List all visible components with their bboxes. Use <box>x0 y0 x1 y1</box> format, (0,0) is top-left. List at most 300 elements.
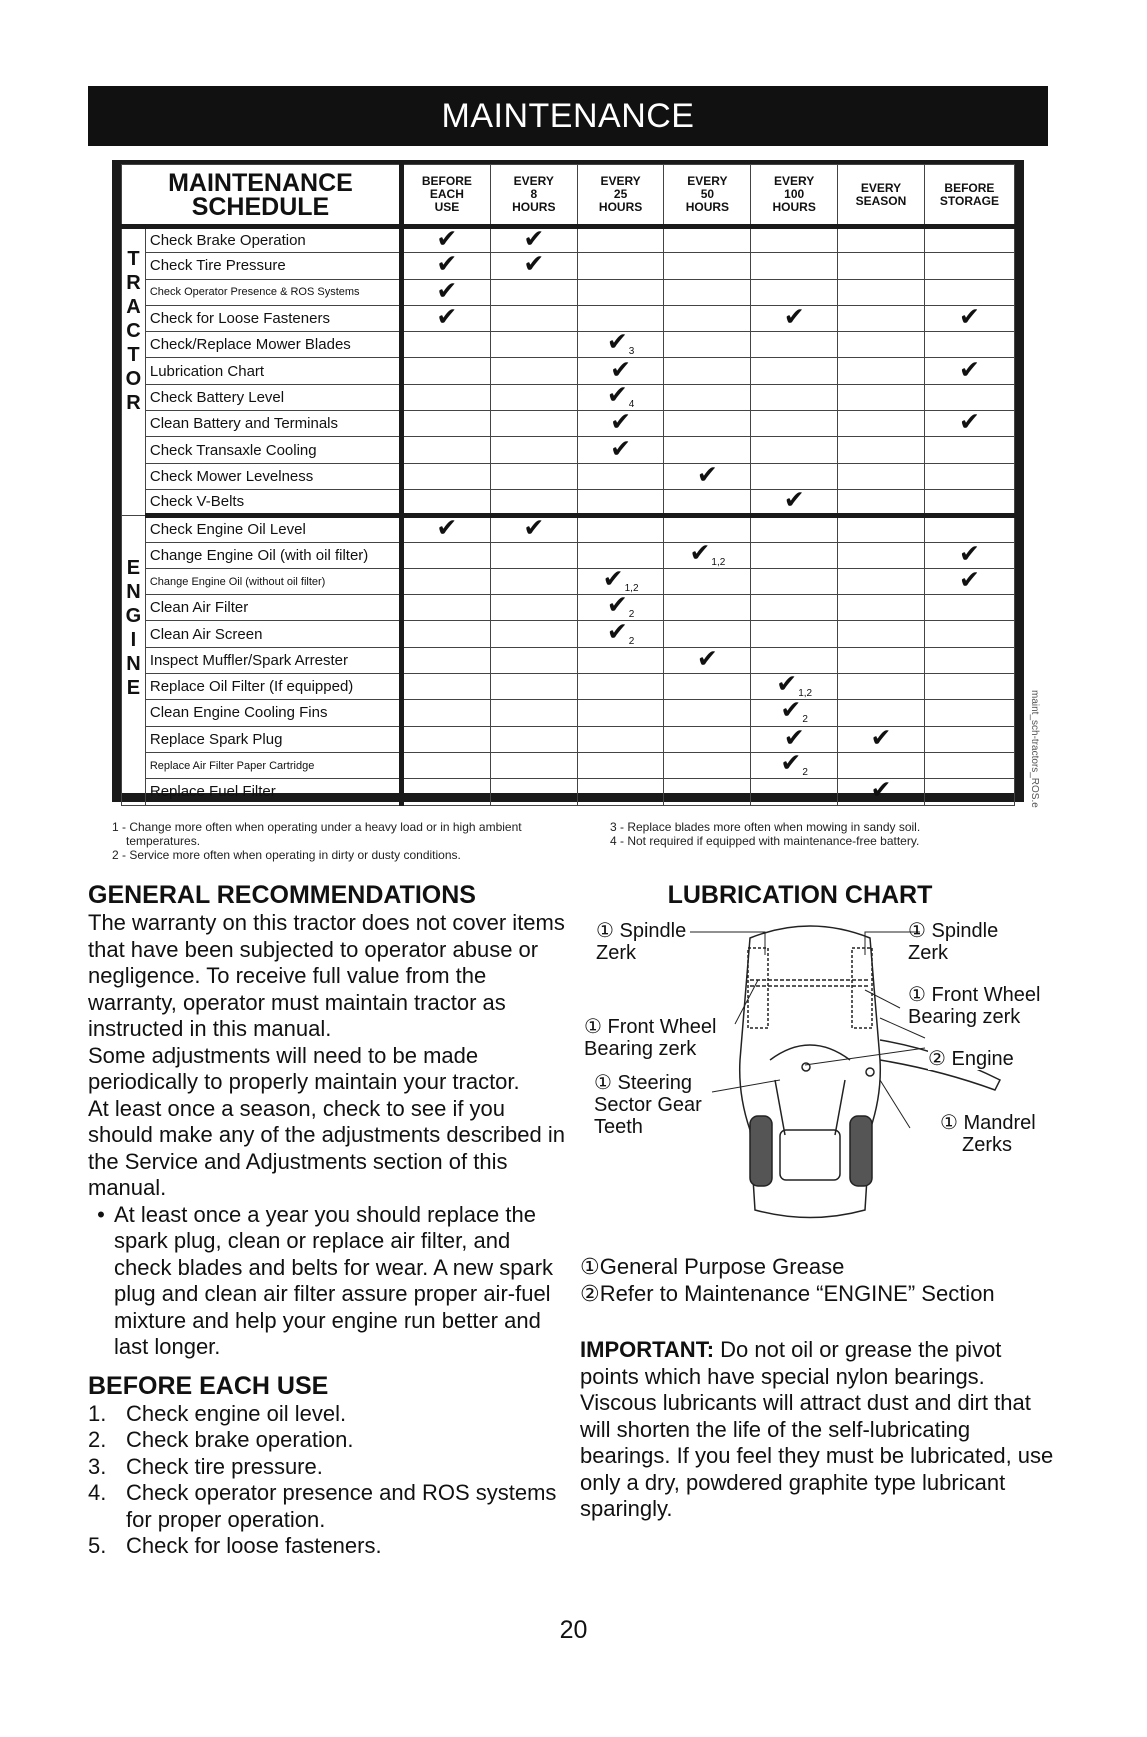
schedule-cell <box>924 302 1014 332</box>
schedule-cell <box>401 302 490 332</box>
page-number: 20 <box>559 1616 588 1644</box>
schedule-row <box>122 489 1015 515</box>
check-mark-icon: ✔ <box>958 302 980 332</box>
schedule-cell <box>664 674 751 700</box>
check-mark-icon: ✔ <box>696 643 718 673</box>
schedule-cell <box>401 674 490 700</box>
schedule-cell <box>401 752 490 778</box>
schedule-cell <box>751 621 838 647</box>
important-text: Do not oil or grease the pivot points which have special nylon bearings. Viscous lubricants will attract dust and dirt that will shorten the life of the self-lubricating bearings. If you feel they must be lubricated, use only a dry, powdered graphite type lubricant sparingly. <box>580 1337 1054 1521</box>
task-name: Replace Spark Plug <box>145 726 401 752</box>
schedule-row <box>122 384 1015 410</box>
check-mark-icon: ✔ <box>610 433 632 463</box>
bullet-dot-icon: • <box>97 1201 105 1227</box>
maintenance-schedule <box>112 160 1024 805</box>
schedule-cell <box>751 516 838 542</box>
schedule-cell <box>751 227 838 253</box>
schedule-cell <box>577 463 664 489</box>
column-header <box>401 165 490 227</box>
task-name: Clean Air Screen <box>145 621 401 647</box>
schedule-cell <box>924 621 1014 647</box>
column-header-line: BEFORE <box>421 174 472 188</box>
schedule-cell <box>577 616 664 647</box>
schedule-cell <box>924 354 1014 384</box>
schedule-cell <box>924 407 1014 437</box>
label-spindle-right <box>908 920 998 964</box>
schedule-cell <box>490 279 577 305</box>
schedule-cell <box>924 726 1014 752</box>
list-item-text: Check engine oil level. <box>126 1400 347 1426</box>
schedule-table <box>121 164 1015 806</box>
column-header-line: 8 <box>530 187 538 201</box>
schedule-cell <box>751 437 838 463</box>
schedule-cell <box>490 384 577 410</box>
section-banner: MAINTENANCE <box>88 86 1048 146</box>
column-header-line: EVERY <box>513 174 554 188</box>
footnotes-left <box>112 820 572 862</box>
check-mark-icon: ✔ <box>780 695 802 725</box>
footnote-ref: 3 <box>628 346 635 358</box>
schedule-title <box>122 165 402 227</box>
schedule-cell <box>751 358 838 384</box>
list-number: 4. <box>88 1480 107 1505</box>
important-note <box>580 1337 1058 1523</box>
check-mark-icon: ✔ <box>783 485 805 515</box>
column-header-line: HOURS <box>512 200 556 214</box>
schedule-cell <box>751 384 838 410</box>
label-front-wheel-left <box>584 1016 716 1060</box>
schedule-cell <box>751 332 838 358</box>
schedule-row <box>122 568 1015 594</box>
check-mark-icon: ✔ <box>870 722 892 752</box>
schedule-row <box>122 227 1015 253</box>
schedule-cell <box>664 305 751 331</box>
task-name: Check Tire Pressure <box>145 253 401 279</box>
before-each-use-heading: BEFORE EACH USE <box>88 1371 329 1400</box>
schedule-cell <box>490 437 577 463</box>
schedule-cell <box>490 621 577 647</box>
check-mark-icon: ✔ <box>870 775 892 805</box>
column-header-line: HOURS <box>598 200 643 214</box>
schedule-cell <box>577 647 664 673</box>
label-spindle-left <box>596 920 686 964</box>
schedule-cell <box>490 674 577 700</box>
task-name: Check Brake Operation <box>145 227 401 253</box>
schedule-cell <box>751 595 838 621</box>
column-header-line: SEASON <box>855 193 907 208</box>
check-mark-icon: ✔ <box>606 379 628 409</box>
list-item-text: Check for loose fasteners. <box>126 1533 382 1558</box>
footnote-ref: 2 <box>628 609 635 621</box>
general-paragraph: Some adjustments will need to be made periodically to properly maintain your tractor. <box>88 1042 520 1094</box>
label-line: ① Front Wheel <box>584 1016 717 1038</box>
label-line: Teeth <box>594 1116 643 1138</box>
schedule-row <box>122 305 1015 331</box>
schedule-cell <box>751 302 838 332</box>
schedule-row <box>122 332 1015 358</box>
label-front-wheel-right <box>908 984 1040 1028</box>
schedule-row <box>122 279 1015 305</box>
column-header-line: EACH <box>429 187 464 201</box>
schedule-cell <box>838 775 925 805</box>
schedule-cell <box>577 752 664 778</box>
footnote: 1 - Change more often when operating under a heavy load or in high ambient temperatures. <box>112 820 522 848</box>
label-line: Bearing zerk <box>584 1038 697 1060</box>
schedule-cell <box>751 542 838 568</box>
check-mark-icon: ✔ <box>958 538 980 568</box>
column-header-line: BEFORE <box>944 180 995 195</box>
check-mark-icon: ✔ <box>776 669 798 699</box>
label-line: Zerks <box>962 1134 1012 1156</box>
task-name: Check Engine Oil Level <box>145 516 401 542</box>
list-number: 2. <box>88 1427 107 1452</box>
check-mark-icon: ✔ <box>523 224 545 254</box>
schedule-cell <box>751 779 838 805</box>
schedule-cell <box>490 489 577 515</box>
schedule-cell <box>838 253 925 279</box>
schedule-row <box>122 253 1015 279</box>
check-mark-icon: ✔ <box>610 354 632 384</box>
schedule-cell <box>751 748 838 779</box>
check-mark-icon: ✔ <box>606 590 628 620</box>
schedule-row <box>122 621 1015 647</box>
schedule-row <box>122 516 1015 542</box>
check-mark-icon: ✔ <box>606 616 628 646</box>
schedule-cell <box>838 384 925 410</box>
check-mark-icon: ✔ <box>696 459 718 489</box>
check-mark-icon: ✔ <box>602 564 624 593</box>
list-item-text: Check tire pressure. <box>126 1453 323 1479</box>
schedule-cell <box>751 411 838 437</box>
schedule-cell <box>838 542 925 568</box>
group-label-engine: ENGINE <box>122 516 146 805</box>
schedule-title-line: SCHEDULE <box>191 192 330 221</box>
right-column <box>580 880 1060 1521</box>
label-line: ① Steering <box>594 1072 692 1094</box>
schedule-cell <box>401 384 490 410</box>
footnote-ref: 2 <box>802 767 808 779</box>
schedule-cell <box>577 674 664 700</box>
schedule-cell <box>490 779 577 805</box>
schedule-cell <box>924 437 1014 463</box>
schedule-cell <box>401 621 490 647</box>
schedule-cell <box>401 647 490 673</box>
list-number: 3. <box>88 1453 107 1479</box>
check-mark-icon: ✔ <box>606 327 628 357</box>
schedule-header-row <box>122 165 1015 227</box>
column-header <box>924 165 1014 227</box>
lubrication-diagram <box>580 920 1060 1250</box>
task-name: Inspect Muffler/Spark Arrester <box>145 647 401 673</box>
schedule-cell <box>490 542 577 568</box>
schedule-cell <box>924 565 1014 594</box>
task-name: Replace Oil Filter (If equipped) <box>145 674 401 700</box>
schedule-row <box>122 647 1015 673</box>
schedule-row <box>122 358 1015 384</box>
important-label: IMPORTANT: <box>580 1337 715 1362</box>
lubrication-chart-title: LUBRICATION CHART <box>667 881 933 909</box>
list-item-text: Check operator presence and ROS systems for proper operation. <box>126 1480 557 1532</box>
schedule-row <box>122 595 1015 621</box>
schedule-cell <box>401 568 490 594</box>
check-mark-icon: ✔ <box>436 224 458 254</box>
list-item <box>88 1454 568 1481</box>
task-name: Check Battery Level <box>145 384 401 410</box>
schedule-cell <box>577 227 664 253</box>
task-name: Replace Air Filter Paper Cartridge <box>145 752 401 778</box>
schedule-cell <box>664 253 751 279</box>
task-name: Change Engine Oil (without oil filter) <box>145 568 401 594</box>
schedule-cell <box>664 726 751 752</box>
schedule-cell <box>924 253 1014 279</box>
task-name: Lubrication Chart <box>145 358 401 384</box>
schedule-cell <box>401 595 490 621</box>
task-name: Check Operator Presence & ROS Systems <box>145 279 401 305</box>
schedule-cell <box>924 489 1014 515</box>
column-header <box>664 165 751 227</box>
check-mark-icon: ✔ <box>689 537 711 567</box>
task-name: Replace Fuel Filter <box>145 779 401 805</box>
schedule-cell <box>924 752 1014 778</box>
schedule-cell <box>664 227 751 253</box>
schedule-cell <box>577 779 664 805</box>
list-number: 5. <box>88 1533 107 1558</box>
task-name: Check V-Belts <box>145 489 401 515</box>
schedule-cell <box>838 358 925 384</box>
schedule-cell <box>924 463 1014 489</box>
column-header-line: 100 <box>784 187 805 201</box>
schedule-cell <box>664 752 751 778</box>
label-engine: ② Engine <box>928 1048 1014 1070</box>
schedule-cell <box>751 485 838 515</box>
schedule-cell <box>490 411 577 437</box>
schedule-cell <box>490 752 577 778</box>
schedule-cell <box>401 463 490 489</box>
list-item <box>88 1480 568 1533</box>
schedule-row <box>122 726 1015 752</box>
label-line: ① Mandrel <box>940 1112 1036 1134</box>
check-mark-icon: ✔ <box>436 249 458 279</box>
label-line: Sector Gear <box>594 1094 702 1116</box>
schedule-cell <box>490 568 577 594</box>
schedule-cell <box>577 726 664 752</box>
schedule-cell <box>838 279 925 305</box>
schedule-cell <box>664 700 751 726</box>
label-line: Bearing zerk <box>908 1006 1021 1028</box>
schedule-cell <box>401 358 490 384</box>
schedule-cell <box>924 595 1014 621</box>
column-header <box>838 165 925 227</box>
bullet-text: At least once a year you should replace the spark plug, clean or replace air filter, and check blades and belts for wear. A new spark plug and clean air filter assure proper air-fuel mixture and help your engine run better and last longer. <box>114 1201 554 1359</box>
column-header <box>751 165 838 227</box>
task-name: Check Mower Levelness <box>145 463 401 489</box>
footnote: 4 - Not required if equipped with maintenance-free battery. <box>610 834 920 848</box>
schedule-cell <box>924 674 1014 700</box>
schedule-row <box>122 411 1015 437</box>
schedule-cell <box>924 779 1014 805</box>
column-header-line: HOURS <box>772 200 816 214</box>
schedule-cell <box>401 513 490 543</box>
schedule-cell <box>664 332 751 358</box>
schedule-cell <box>577 489 664 515</box>
schedule-cell <box>838 463 925 489</box>
task-name: Clean Engine Cooling Fins <box>145 700 401 726</box>
task-name: Change Engine Oil (with oil filter) <box>145 542 401 568</box>
left-column <box>88 880 568 1560</box>
schedule-cell <box>664 358 751 384</box>
column-header-line: 25 <box>613 187 628 201</box>
schedule-cell <box>401 411 490 437</box>
footnote-ref: 2 <box>628 635 635 647</box>
schedule-cell <box>924 647 1014 673</box>
schedule-cell <box>838 621 925 647</box>
list-item <box>88 1533 568 1560</box>
schedule-cell <box>490 249 577 279</box>
label-line: ① Spindle <box>908 920 999 942</box>
schedule-cell <box>577 700 664 726</box>
schedule-cell <box>577 516 664 542</box>
schedule-cell <box>838 332 925 358</box>
task-name: Clean Air Filter <box>145 595 401 621</box>
footnote-ref: 4 <box>628 398 635 410</box>
schedule-cell <box>490 647 577 673</box>
schedule-cell <box>838 437 925 463</box>
column-header-line: EVERY <box>774 174 815 188</box>
schedule-cell <box>401 700 490 726</box>
check-mark-icon: ✔ <box>436 513 458 543</box>
schedule-cell <box>490 726 577 752</box>
label-mandrel <box>940 1112 1036 1156</box>
check-mark-icon: ✔ <box>523 249 545 279</box>
schedule-cell <box>401 332 490 358</box>
schedule-cell <box>664 779 751 805</box>
check-mark-icon: ✔ <box>958 354 980 384</box>
legend-item: ②Refer to Maintenance “ENGINE” Section <box>580 1281 995 1306</box>
document-code <box>1028 690 1042 808</box>
check-mark-icon: ✔ <box>958 565 980 594</box>
schedule-cell <box>751 568 838 594</box>
schedule-title-line: MAINTENANCE <box>168 168 353 197</box>
schedule-cell <box>490 358 577 384</box>
list-number: 1. <box>88 1400 107 1426</box>
schedule-cell <box>401 489 490 515</box>
schedule-cell <box>490 305 577 331</box>
column-header <box>577 165 664 227</box>
general-bullet <box>88 1202 568 1361</box>
footnote-ref: 1,2 <box>798 688 813 700</box>
check-mark-icon: ✔ <box>783 722 805 752</box>
label-line: ① Front Wheel <box>908 984 1041 1006</box>
schedule-cell <box>664 459 751 489</box>
column-header-line: 50 <box>700 187 715 201</box>
column-header-line: EVERY <box>687 174 728 188</box>
column-header-line: EVERY <box>860 180 902 195</box>
schedule-cell <box>401 437 490 463</box>
general-paragraph: At least once a season, check to see if you should make any of the adjustments described in the Service and Adjustments section of this manual. <box>88 1095 565 1200</box>
schedule-row <box>122 779 1015 805</box>
task-name: Check for Loose Fasteners <box>145 305 401 331</box>
schedule-cell <box>401 779 490 805</box>
general-paragraph: The warranty on this tractor does not cover items that have been subjected to operator abuse or negligence. To receive full value from the warranty, operator must maintain tractor as instructed in this manual. <box>88 910 565 1041</box>
schedule-cell <box>490 332 577 358</box>
schedule-cell <box>838 227 925 253</box>
document-code-text: maint_sch-tractors_ROS.e <box>1029 690 1040 808</box>
column-header <box>490 165 577 227</box>
schedule-cell <box>664 643 751 673</box>
schedule-cell <box>401 542 490 568</box>
schedule-cell <box>838 647 925 673</box>
schedule-cell <box>577 253 664 279</box>
legend-item: ①General Purpose Grease <box>580 1254 845 1279</box>
schedule-cell <box>664 411 751 437</box>
schedule-cell <box>664 384 751 410</box>
check-mark-icon: ✔ <box>610 407 632 437</box>
schedule-body <box>122 224 1015 806</box>
check-mark-icon: ✔ <box>958 407 980 437</box>
schedule-row <box>122 437 1015 463</box>
task-name: Clean Battery and Terminals <box>145 411 401 437</box>
schedule-cell <box>838 674 925 700</box>
label-line: ① Spindle <box>596 920 687 942</box>
schedule-cell <box>490 513 577 543</box>
list-item <box>88 1401 568 1428</box>
column-header-line: EVERY <box>600 174 641 188</box>
check-mark-icon: ✔ <box>436 302 458 332</box>
footnote: 2 - Service more often when operating in dirty or dusty conditions. <box>112 848 461 862</box>
label-steering <box>594 1072 702 1138</box>
schedule-cell <box>490 463 577 489</box>
schedule-row <box>122 542 1015 568</box>
label-line: Zerk <box>908 942 948 964</box>
schedule-cell <box>838 411 925 437</box>
column-header-line: HOURS <box>685 200 730 214</box>
schedule-cell <box>664 537 751 568</box>
schedule-cell <box>490 700 577 726</box>
check-mark-icon: ✔ <box>523 513 545 543</box>
schedule-cell <box>664 279 751 305</box>
schedule-cell <box>577 279 664 305</box>
list-item <box>88 1427 568 1454</box>
task-name: Check Transaxle Cooling <box>145 437 401 463</box>
schedule-cell <box>924 227 1014 253</box>
footnote: 3 - Replace blades more often when mowing in sandy soil. <box>610 820 921 834</box>
general-heading: GENERAL RECOMMENDATIONS <box>88 881 476 909</box>
schedule-cell <box>664 568 751 594</box>
lubrication-legend <box>580 1253 1060 1307</box>
label-line: Zerk <box>596 942 636 964</box>
schedule-cell <box>664 489 751 515</box>
schedule-cell <box>924 700 1014 726</box>
schedule-row <box>122 674 1015 700</box>
schedule-cell <box>838 595 925 621</box>
schedule-cell <box>664 595 751 621</box>
list-item-text: Check brake operation. <box>126 1427 354 1452</box>
footnote-ref: 1,2 <box>711 556 726 568</box>
schedule-cell <box>838 568 925 594</box>
check-mark-icon: ✔ <box>780 748 802 778</box>
footnotes-right <box>610 820 1040 848</box>
schedule-cell <box>838 516 925 542</box>
group-label-tractor: TRACTOR <box>122 227 146 516</box>
schedule-cell <box>838 305 925 331</box>
before-each-use-list <box>88 1401 568 1560</box>
check-mark-icon: ✔ <box>783 302 805 332</box>
check-mark-icon: ✔ <box>436 275 458 305</box>
schedule-cell <box>751 253 838 279</box>
schedule-cell <box>838 489 925 515</box>
footnote-ref: 2 <box>802 714 808 726</box>
schedule-cell <box>401 726 490 752</box>
